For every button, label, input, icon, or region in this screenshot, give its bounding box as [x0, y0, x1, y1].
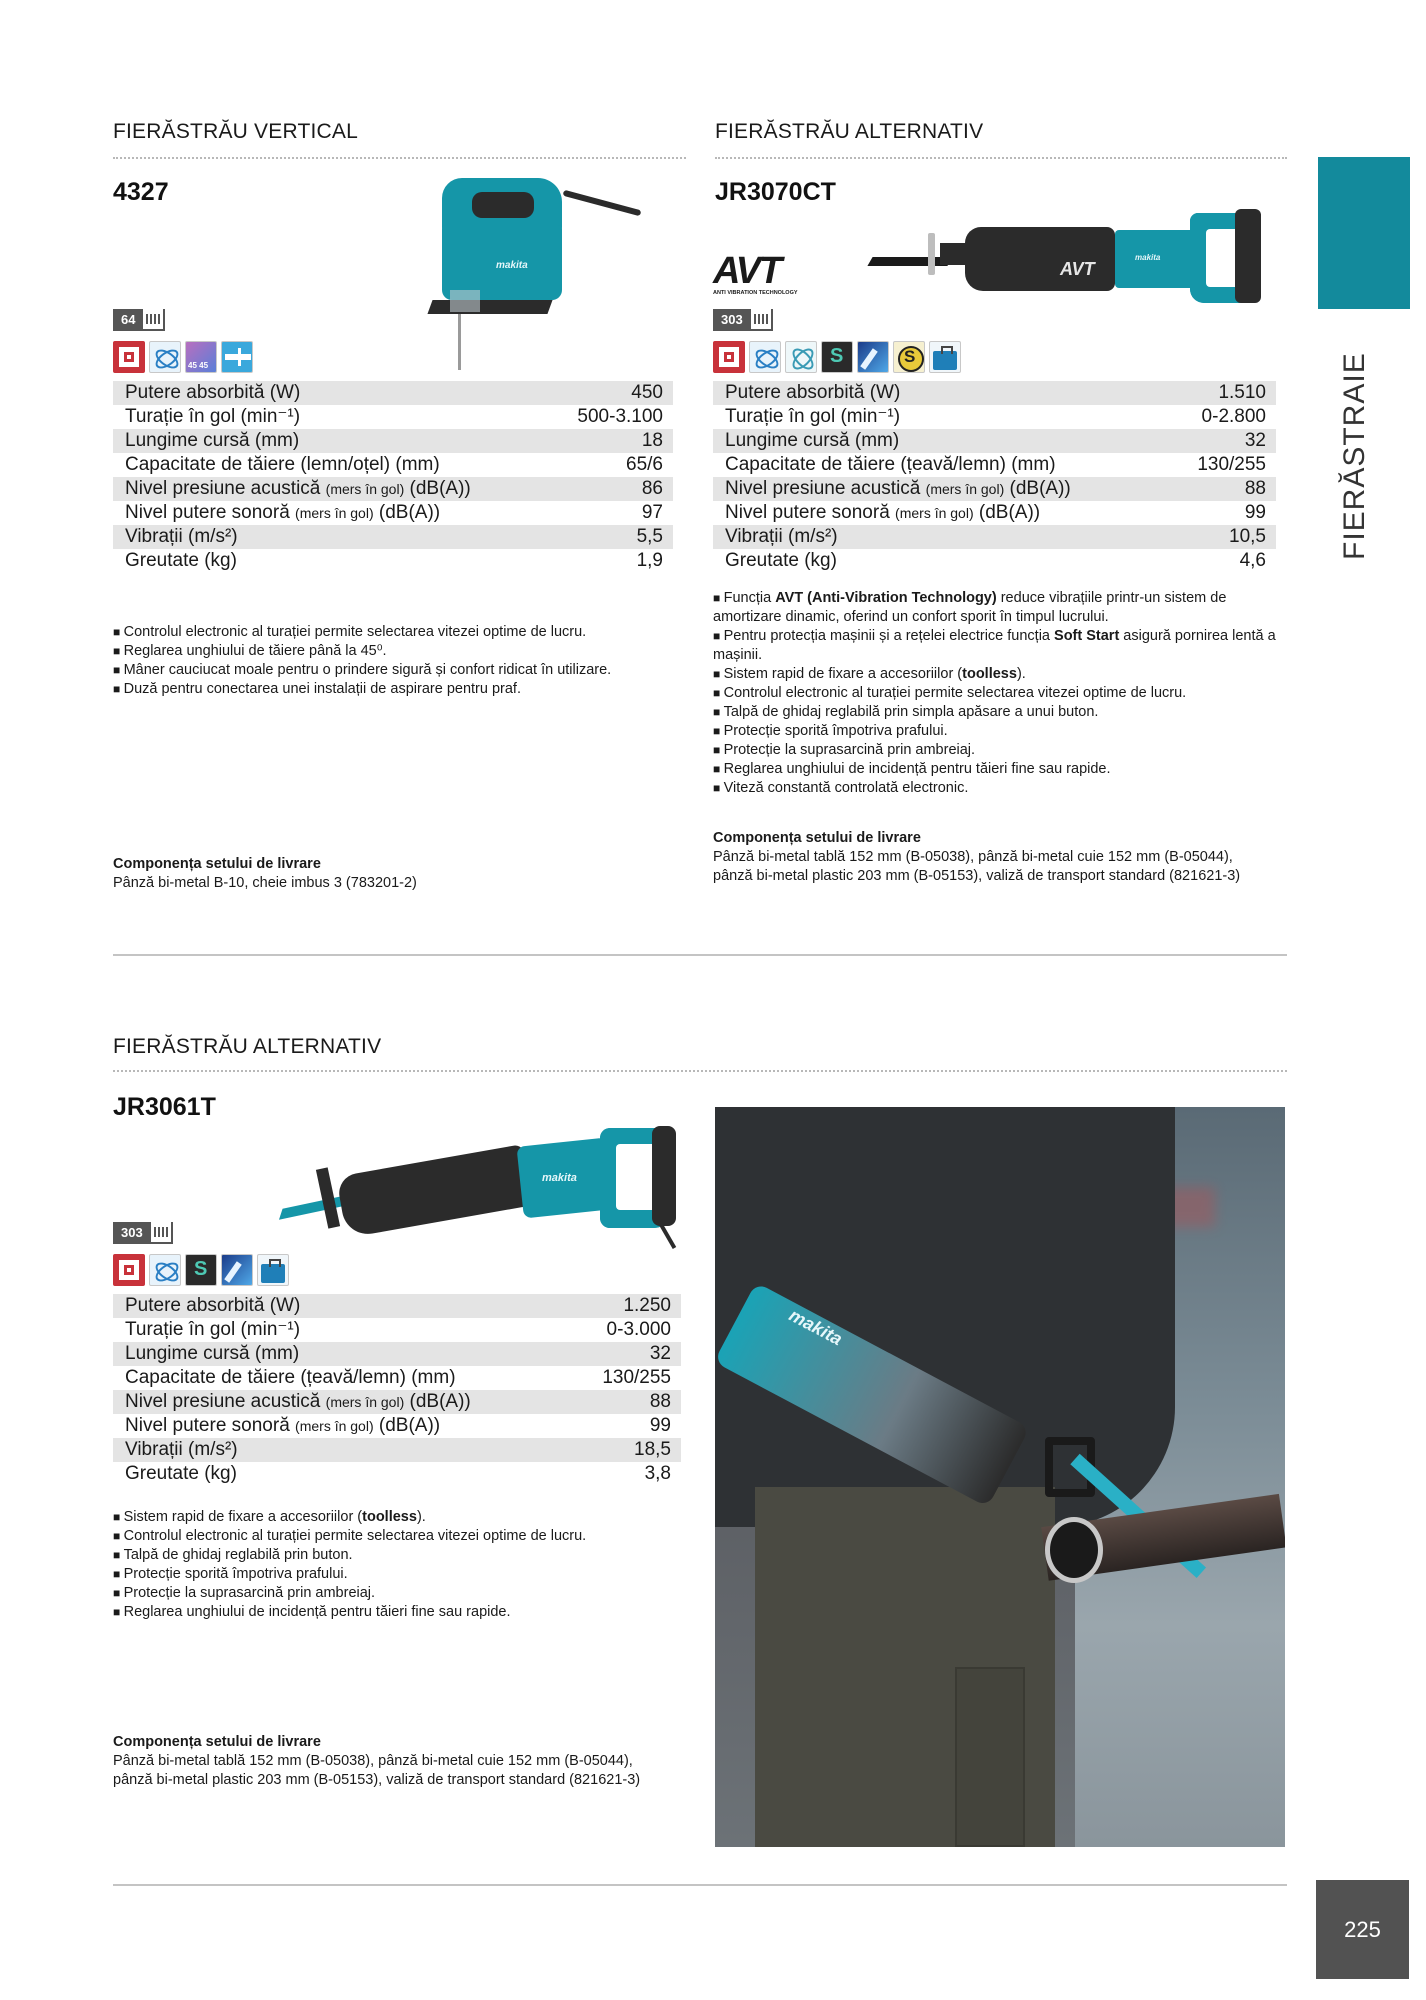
feature-item: ■ Sistem rapid de fixare a accesoriilor (toolless). [113, 1508, 683, 1527]
chapter-label: FIERĂSTRAIE [1338, 352, 1371, 560]
chapter-color-tab [1318, 157, 1410, 309]
spec-row: Turație în gol (min⁻¹) 0-3.000 [125, 1319, 671, 1340]
avt-badge [713, 252, 823, 300]
avt-logo: AVT [713, 250, 781, 292]
feature-item: ■ Controlul electronic al turației permite selectarea vitezei optime de lucru. [713, 684, 1288, 703]
spec-row: Capacitate de tăiere (țeavă/lemn) (mm) 130/255 [125, 1367, 671, 1388]
spec-row: Putere absorbită (W) 1.510 [713, 381, 1276, 405]
footer-divider [113, 1884, 1287, 1886]
electronic-icon [713, 341, 745, 373]
spec-row: Nivel presiune acustică (mers în gol) (dB(A)) 88 [713, 477, 1276, 501]
soft-start-icon [821, 341, 853, 373]
feature-icons [113, 341, 253, 373]
spec-table-4327 [113, 381, 673, 573]
feature-item: ■ Controlul electronic al turației permite selectarea vitezei optime de lucru. [113, 1527, 683, 1546]
dust-extraction-icon [221, 341, 253, 373]
spec-row: Vibrații (m/s²) 10,5 [713, 525, 1276, 549]
feature-item: ■ Mâner cauciucat moale pentru o prindere sigură și confort ridicat în utilizare. [113, 661, 673, 680]
feature-item: ■ Protecție la suprasarcină prin ambreiaj. [113, 1584, 683, 1603]
dotted-divider [113, 157, 686, 159]
spec-row: Capacitate de tăiere (lemn/oțel) (mm) 65/6 [125, 454, 663, 475]
spec-row: Putere absorbită (W) 1.250 [113, 1294, 681, 1318]
spec-row: Vibrații (m/s²) 5,5 [113, 525, 673, 549]
spec-row: Lungime cursă (mm) 32 [713, 429, 1276, 453]
spec-row: Greutate (kg) 3,8 [125, 1463, 671, 1484]
model-name-4327: 4327 [113, 178, 169, 206]
spec-row: Putere absorbită (W) 450 [113, 381, 673, 405]
speed-control-icon [149, 1254, 181, 1286]
dotted-divider [113, 1070, 1287, 1072]
spec-table-jr3061t [113, 1294, 681, 1486]
kit-title: Componența setului de livrare [113, 1734, 321, 1750]
carry-case-icon [929, 341, 961, 373]
spec-row: Turație în gol (min⁻¹) 500-3.100 [125, 406, 663, 427]
section-title-vertical-saw: FIERĂSTRĂU VERTICAL [113, 120, 358, 143]
kit-title: Componența setului de livrare [113, 856, 321, 872]
speed-control-icon [149, 341, 181, 373]
bevel-45-icon [185, 341, 217, 373]
soft-start-icon [185, 1254, 217, 1286]
package-badge [113, 309, 165, 331]
feature-item: ■ Talpă de ghidaj reglabilă prin buton. [113, 1546, 683, 1565]
kit-title: Componența setului de livrare [713, 830, 921, 846]
packaging-icon [143, 309, 165, 331]
feature-item: ■ Protecție sporită împotriva prafului. [113, 1565, 683, 1584]
package-badge [713, 309, 773, 331]
packaging-icon [151, 1222, 173, 1244]
product-image-4327: makita [420, 170, 640, 375]
package-code: 64 [113, 309, 143, 331]
avt-icon [785, 341, 817, 373]
feature-item: ■ Reglarea unghiului de tăiere până la 45⁰. [113, 642, 673, 661]
package-code: 303 [113, 1222, 151, 1244]
feature-item: ■ Duză pentru conectarea unei instalații de aspirare pentru praf. [113, 680, 673, 699]
feature-icons [113, 1254, 289, 1286]
spec-row: Nivel presiune acustică (mers în gol) (dB(A)) 88 [113, 1390, 681, 1414]
spec-row: Capacitate de tăiere (țeavă/lemn) (mm) 130/255 [725, 454, 1266, 475]
feature-icons [713, 341, 961, 373]
feature-list-jr3061t [113, 1508, 683, 1622]
tool-avt-label: AVT [1060, 259, 1095, 279]
spec-row: Greutate (kg) 4,6 [725, 550, 1266, 571]
product-image-jr3061t: makita [280, 1120, 685, 1255]
avt-subtitle: ANTI VIBRATION TECHNOLOGY [713, 290, 798, 296]
packaging-icon [751, 309, 773, 331]
spec-row: Lungime cursă (mm) 32 [113, 1342, 681, 1366]
feature-list-jr3070ct [713, 589, 1288, 798]
spec-row: Nivel putere sonoră (mers în gol) (dB(A)) 97 [125, 502, 663, 523]
spec-row: Greutate (kg) 1,9 [125, 550, 663, 571]
spec-row: Nivel putere sonoră (mers în gol) (dB(A)) 99 [125, 1415, 671, 1436]
lifestyle-photo: makita [715, 1107, 1285, 1847]
clutch-icon [893, 341, 925, 373]
spec-row: Vibrații (m/s²) 18,5 [113, 1438, 681, 1462]
product-image-jr3070ct: AVT makita [860, 205, 1270, 335]
feature-item: ■ Talpă de ghidaj reglabilă prin simpla apăsare a unui buton. [713, 703, 1288, 722]
feature-item: ■ Reglarea unghiului de incidență pentru tăieri fine sau rapide. [713, 760, 1288, 779]
electronic-icon [113, 1254, 145, 1286]
package-code: 303 [713, 309, 751, 331]
spec-table-jr3070ct [713, 381, 1276, 573]
section-divider [113, 954, 1287, 956]
feature-item: ■ Pentru protecția mașinii și a rețelei electrice funcția Soft Start asigură pornirea lentă a mașinii. [713, 627, 1288, 665]
kit-text: Pânză bi-metal tablă 152 mm (B-05038), pânză bi-metal cuie 152 mm (B-05044), pânză bi-metal plastic 203 mm (B-05153), valiză de transport standard (821621-3) [113, 1753, 641, 1788]
spec-row: Nivel presiune acustică (mers în gol) (dB(A)) 86 [113, 477, 673, 501]
feature-item: ■ Funcția AVT (Anti-Vibration Technology) reduce vibrațiile printr-un sistem de amortizare dinamic, oferind un confort sporit în timpul lucrului. [713, 589, 1288, 627]
carry-case-icon [257, 1254, 289, 1286]
dotted-divider [715, 157, 1287, 159]
kit-text: Pânză bi-metal B-10, cheie imbus 3 (783201-2) [113, 875, 417, 891]
feature-item: ■ Protecție sporită împotriva prafului. [713, 722, 1288, 741]
feature-item: ■ Sistem rapid de fixare a accesoriilor (toolless). [713, 665, 1288, 684]
spec-row: Turație în gol (min⁻¹) 0-2.800 [725, 406, 1266, 427]
package-badge [113, 1222, 173, 1244]
toolless-blade-icon [221, 1254, 253, 1286]
feature-list-4327 [113, 623, 673, 699]
model-name-jr3061t: JR3061T [113, 1093, 216, 1121]
spec-row: Nivel putere sonoră (mers în gol) (dB(A)) 99 [725, 502, 1266, 523]
feature-item: ■ Protecție la suprasarcină prin ambreiaj. [713, 741, 1288, 760]
speed-control-icon [749, 341, 781, 373]
section-title-reciprocating-saw: FIERĂSTRĂU ALTERNATIV [113, 1035, 382, 1058]
electronic-icon [113, 341, 145, 373]
spec-row: Lungime cursă (mm) 18 [113, 429, 673, 453]
page-number: 225 [1316, 1880, 1409, 1979]
kit-text: Pânză bi-metal tablă 152 mm (B-05038), pânză bi-metal cuie 152 mm (B-05044), pânză bi-metal plastic 203 mm (B-05153), valiză de transport standard (821621-3) [713, 849, 1241, 884]
feature-item: ■ Viteză constantă controlată electronic. [713, 779, 1288, 798]
feature-item: ■ Reglarea unghiului de incidență pentru tăieri fine sau rapide. [113, 1603, 683, 1622]
model-name-jr3070ct: JR3070CT [715, 178, 836, 206]
toolless-blade-icon [857, 341, 889, 373]
section-title-reciprocating-saw: FIERĂSTRĂU ALTERNATIV [715, 120, 984, 143]
feature-item: ■ Controlul electronic al turației permite selectarea vitezei optime de lucru. [113, 623, 673, 642]
